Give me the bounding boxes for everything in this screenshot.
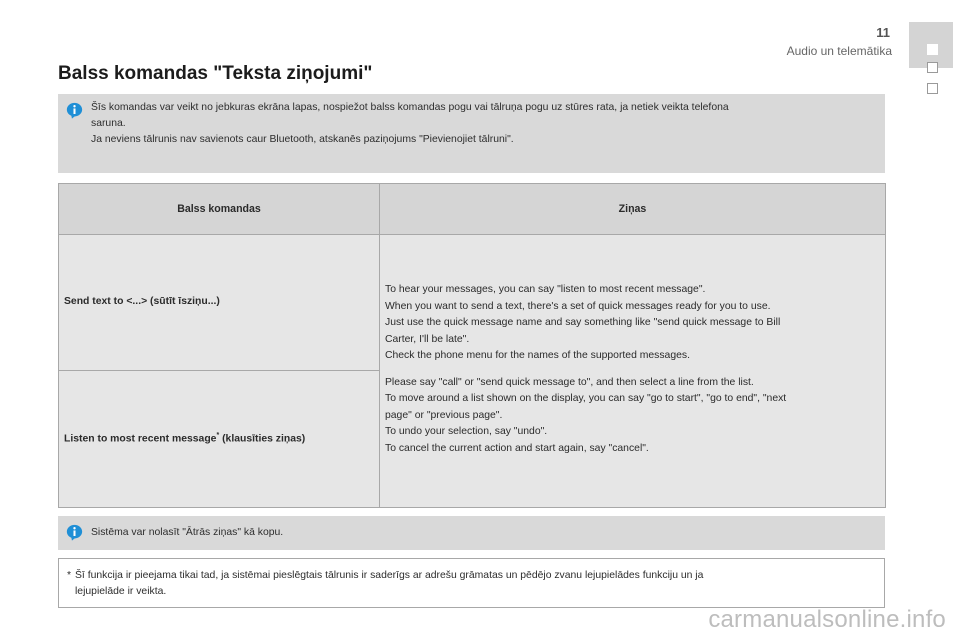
table-divider [59, 370, 379, 371]
message-paragraph [385, 282, 875, 365]
section-title: Audio un telemātika [786, 44, 892, 58]
footnote-star: * [67, 570, 72, 581]
voice-commands-table [58, 183, 886, 508]
command-send-text [64, 296, 374, 307]
message-line: To undo your selection, say "undo". [385, 426, 548, 437]
message-line: Just use the quick message name and say something like "send quick message to Bill [385, 317, 781, 328]
footnote-marker: * [216, 432, 220, 439]
page-number: 11 [876, 25, 890, 40]
chapter-marker [927, 83, 938, 94]
chapter-sidebar [902, 0, 960, 640]
message-line: To cancel the current action and start again, say "cancel". [385, 442, 649, 454]
chapter-marker [927, 62, 938, 73]
message-line: Please say "call" or "send quick message to", and then select a line from the list. [385, 376, 754, 388]
info-text-line: Ja neviens tālrunis nav savienots caur Bluetooth, atskanēs paziņojums "Pievienojiet tālruni". [91, 134, 514, 145]
footnote-line: Šī funkcija ir pieejama tikai tad, ja sistēmai pieslēgtais tālrunis ir saderīgs ar adrešu grāmatas un pēdējo zvanu lejupielādes funkciju un ja [75, 570, 704, 581]
message-paragraph [385, 375, 875, 458]
info-text-line: Šīs komandas var veikt no jebkuras ekrāna lapas, nospiežot balss komandas pogu vai tālruņa pogu uz stūres rata, ja netiek veikta telefona [91, 102, 729, 113]
footnote-line: lejupielāde ir veikta. [75, 585, 167, 597]
messages-cell [385, 282, 875, 467]
command-listen-message [64, 432, 374, 444]
message-line: To hear your messages, you can say "listen to most recent message". [385, 284, 706, 295]
info-box-bottom [58, 516, 885, 550]
page-title: Balss komandas "Teksta ziņojumi" [58, 63, 373, 84]
info-icon [66, 102, 83, 119]
command-suffix: (klausīties ziņas) [219, 433, 306, 445]
info-icon [66, 524, 83, 541]
info-box-top [58, 94, 885, 173]
table-header-commands: Balss komandas [59, 184, 380, 234]
watermark: carmanualsonline.info [708, 606, 946, 633]
message-line: page" or "previous page". [385, 409, 503, 421]
command-text: Send text to <...> (sūtīt īsziņu...) [64, 296, 220, 307]
message-line: Carter, I'll be late". [385, 333, 470, 345]
message-line: To move around a list shown on the display, you can say "go to start", "go to end", "next [385, 393, 787, 404]
message-line: Check the phone menu for the names of the supported messages. [385, 350, 690, 361]
info-text-line: saruna. [91, 118, 126, 129]
info-text: Sistēma var nolasīt "Ātrās ziņas" kā kopu. [91, 527, 284, 538]
chapter-marker-active [927, 44, 938, 55]
footnote [58, 558, 885, 608]
table-header-messages: Ziņas [380, 184, 885, 234]
message-line: When you want to send a text, there's a set of quick messages ready for you to use. [385, 300, 771, 312]
table-divider [379, 234, 380, 507]
command-text: Listen to most recent message [64, 433, 217, 445]
table-divider [59, 234, 885, 235]
